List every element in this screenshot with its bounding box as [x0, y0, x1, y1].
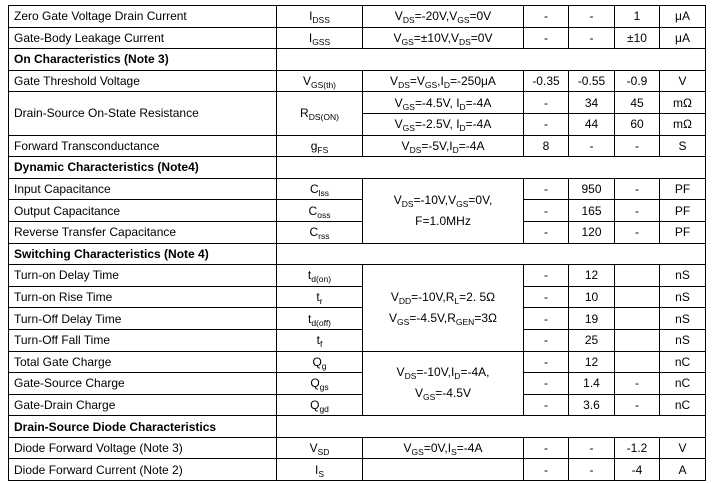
- unit-cell: nC: [660, 351, 706, 373]
- charge-condition-cell: $V_{DS}=-10V,I_D=-4A$, $V_{GS}=-4.5V$: [363, 351, 524, 416]
- table-row: [9, 6, 706, 28]
- param-cell: Reverse Transfer Capacitance: [9, 221, 277, 243]
- min-cell: -: [524, 286, 569, 308]
- typ-cell: 34: [569, 92, 615, 114]
- condition-cell: $V_{GS}=-4.5V$, $I_D=-4A$: [363, 92, 524, 114]
- section-blank: [277, 416, 706, 438]
- unit-cell: nS: [660, 265, 706, 287]
- table-row: [9, 221, 706, 243]
- symbol-cell: $C_{lss}$: [277, 178, 363, 200]
- unit-cell: S: [660, 135, 706, 157]
- typ-cell: 120: [569, 221, 615, 243]
- min-cell: -: [524, 351, 569, 373]
- symbol-cell: $C_{oss}$: [277, 200, 363, 222]
- max-cell: 45: [615, 92, 660, 114]
- unit-cell: PF: [660, 178, 706, 200]
- symbol-cell: $Q_{gs}$: [277, 373, 363, 395]
- param-cell: Diode Forward Current (Note 2): [9, 459, 277, 481]
- condition-cell: $V_{DS}=-5V,I_D=-4A$: [363, 135, 524, 157]
- min-cell: -: [524, 113, 569, 135]
- electrical-characteristics-table: [8, 5, 706, 481]
- unit-cell: mΩ: [660, 113, 706, 135]
- capacitance-condition-cell: $V_{DS}=-10V,V_{GS}=0V$, F=1.0MHz: [363, 178, 524, 243]
- min-cell: -: [524, 178, 569, 200]
- param-cell: Diode Forward Voltage (Note 3): [9, 437, 277, 459]
- unit-cell: PF: [660, 200, 706, 222]
- typ-cell: -0.55: [569, 70, 615, 92]
- section-row: [9, 157, 706, 179]
- min-cell: -: [524, 329, 569, 351]
- param-cell: Forward Transconductance: [9, 135, 277, 157]
- unit-cell: A: [660, 459, 706, 481]
- min-cell: -0.35: [524, 70, 569, 92]
- table-row: [9, 265, 706, 287]
- unit-cell: μA: [660, 27, 706, 49]
- symbol-cell: $I_{DSS}$: [277, 6, 363, 28]
- table-row: [9, 135, 706, 157]
- table-row: [9, 329, 706, 351]
- symbol-cell: $t_{d(on)}$: [277, 265, 363, 287]
- section-row: [9, 416, 706, 438]
- max-cell: -: [615, 135, 660, 157]
- typ-cell: 3.6: [569, 394, 615, 416]
- table-row: [9, 437, 706, 459]
- typ-cell: 950: [569, 178, 615, 200]
- unit-cell: V: [660, 437, 706, 459]
- max-cell: [615, 308, 660, 330]
- param-cell: Gate-Source Charge: [9, 373, 277, 395]
- unit-cell: nS: [660, 329, 706, 351]
- param-cell: Output Capacitance: [9, 200, 277, 222]
- max-cell: [615, 286, 660, 308]
- section-title: Drain-Source Diode Characteristics: [9, 416, 277, 438]
- max-cell: [615, 329, 660, 351]
- max-cell: ±10: [615, 27, 660, 49]
- max-cell: -: [615, 373, 660, 395]
- table-row: [9, 373, 706, 395]
- typ-cell: 1.4: [569, 373, 615, 395]
- section-title: On Characteristics (Note 3): [9, 49, 277, 71]
- param-cell: Turn-Off Delay Time: [9, 308, 277, 330]
- section-title: Switching Characteristics (Note 4): [9, 243, 277, 265]
- symbol-cell: $C_{rss}$: [277, 221, 363, 243]
- symbol-cell: $R_{DS(ON)}$: [277, 92, 363, 135]
- symbol-cell: $V_{SD}$: [277, 437, 363, 459]
- table-row: [9, 308, 706, 330]
- unit-cell: nS: [660, 308, 706, 330]
- table-row: [9, 286, 706, 308]
- symbol-cell: $V_{GS(th)}$: [277, 70, 363, 92]
- typ-cell: -: [569, 437, 615, 459]
- typ-cell: -: [569, 459, 615, 481]
- min-cell: -: [524, 437, 569, 459]
- max-cell: -4: [615, 459, 660, 481]
- table-row: [9, 92, 706, 114]
- typ-cell: 10: [569, 286, 615, 308]
- unit-cell: nS: [660, 286, 706, 308]
- section-blank: [277, 243, 706, 265]
- typ-cell: -: [569, 27, 615, 49]
- section-blank: [277, 49, 706, 71]
- min-cell: -: [524, 459, 569, 481]
- unit-cell: V: [660, 70, 706, 92]
- table-row: [9, 27, 706, 49]
- unit-cell: μA: [660, 6, 706, 28]
- condition-cell: $V_{DS}=V_{GS},I_D=-250\mu A$: [363, 70, 524, 92]
- table-row: [9, 70, 706, 92]
- max-cell: 1: [615, 6, 660, 28]
- min-cell: -: [524, 265, 569, 287]
- section-title: Dynamic Characteristics (Note4): [9, 157, 277, 179]
- param-cell: Turn-Off Fall Time: [9, 329, 277, 351]
- section-blank: [277, 157, 706, 179]
- unit-cell: PF: [660, 221, 706, 243]
- min-cell: -: [524, 27, 569, 49]
- table-row: [9, 351, 706, 373]
- typ-cell: 25: [569, 329, 615, 351]
- table-row: [9, 200, 706, 222]
- max-cell: [615, 351, 660, 373]
- min-cell: -: [524, 6, 569, 28]
- symbol-cell: $t_f$: [277, 329, 363, 351]
- min-cell: -: [524, 373, 569, 395]
- param-cell: Drain-Source On-State Resistance: [9, 92, 277, 135]
- max-cell: -: [615, 178, 660, 200]
- min-cell: -: [524, 221, 569, 243]
- unit-cell: nC: [660, 394, 706, 416]
- symbol-cell: $t_r$: [277, 286, 363, 308]
- table-row: [9, 459, 706, 481]
- param-cell: Input Capacitance: [9, 178, 277, 200]
- param-cell: Total Gate Charge: [9, 351, 277, 373]
- param-cell: Gate-Drain Charge: [9, 394, 277, 416]
- typ-cell: 44: [569, 113, 615, 135]
- symbol-cell: $Q_g$: [277, 351, 363, 373]
- condition-cell: $V_{GS}=\pm 10V,V_{DS}=0V$: [363, 27, 524, 49]
- param-cell: Gate-Body Leakage Current: [9, 27, 277, 49]
- param-cell: Zero Gate Voltage Drain Current: [9, 6, 277, 28]
- symbol-cell: $I_S$: [277, 459, 363, 481]
- typ-cell: 12: [569, 351, 615, 373]
- min-cell: 8: [524, 135, 569, 157]
- min-cell: -: [524, 394, 569, 416]
- symbol-cell: $Q_{gd}$: [277, 394, 363, 416]
- min-cell: -: [524, 92, 569, 114]
- typ-cell: -: [569, 6, 615, 28]
- section-row: [9, 49, 706, 71]
- max-cell: -1.2: [615, 437, 660, 459]
- min-cell: -: [524, 308, 569, 330]
- typ-cell: 165: [569, 200, 615, 222]
- max-cell: [615, 265, 660, 287]
- max-cell: -0.9: [615, 70, 660, 92]
- typ-cell: 12: [569, 265, 615, 287]
- condition-cell: $V_{GS}=-2.5V$, $I_D=-4A$: [363, 113, 524, 135]
- unit-cell: mΩ: [660, 92, 706, 114]
- min-cell: -: [524, 200, 569, 222]
- table-row: [9, 394, 706, 416]
- condition-cell: [363, 459, 524, 481]
- param-cell: Turn-on Rise Time: [9, 286, 277, 308]
- typ-cell: 19: [569, 308, 615, 330]
- unit-cell: nC: [660, 373, 706, 395]
- section-row: [9, 243, 706, 265]
- symbol-cell: $g_{FS}$: [277, 135, 363, 157]
- typ-cell: -: [569, 135, 615, 157]
- condition-cell: $V_{DS}=-20V,V_{GS}=0V$: [363, 6, 524, 28]
- symbol-cell: $t_{d(off)}$: [277, 308, 363, 330]
- param-cell: Gate Threshold Voltage: [9, 70, 277, 92]
- max-cell: 60: [615, 113, 660, 135]
- param-cell: Turn-on Delay Time: [9, 265, 277, 287]
- max-cell: -: [615, 394, 660, 416]
- max-cell: -: [615, 200, 660, 222]
- table-row: [9, 178, 706, 200]
- condition-cell: $V_{GS}=0V,I_S=-4A$: [363, 437, 524, 459]
- max-cell: -: [615, 221, 660, 243]
- symbol-cell: $I_{GSS}$: [277, 27, 363, 49]
- switching-condition-cell: $V_{DD}=-10V,R_L=2$. 5Ω $V_{GS}=-4.5V,R_{GEN}=3\Omega$: [363, 265, 524, 351]
